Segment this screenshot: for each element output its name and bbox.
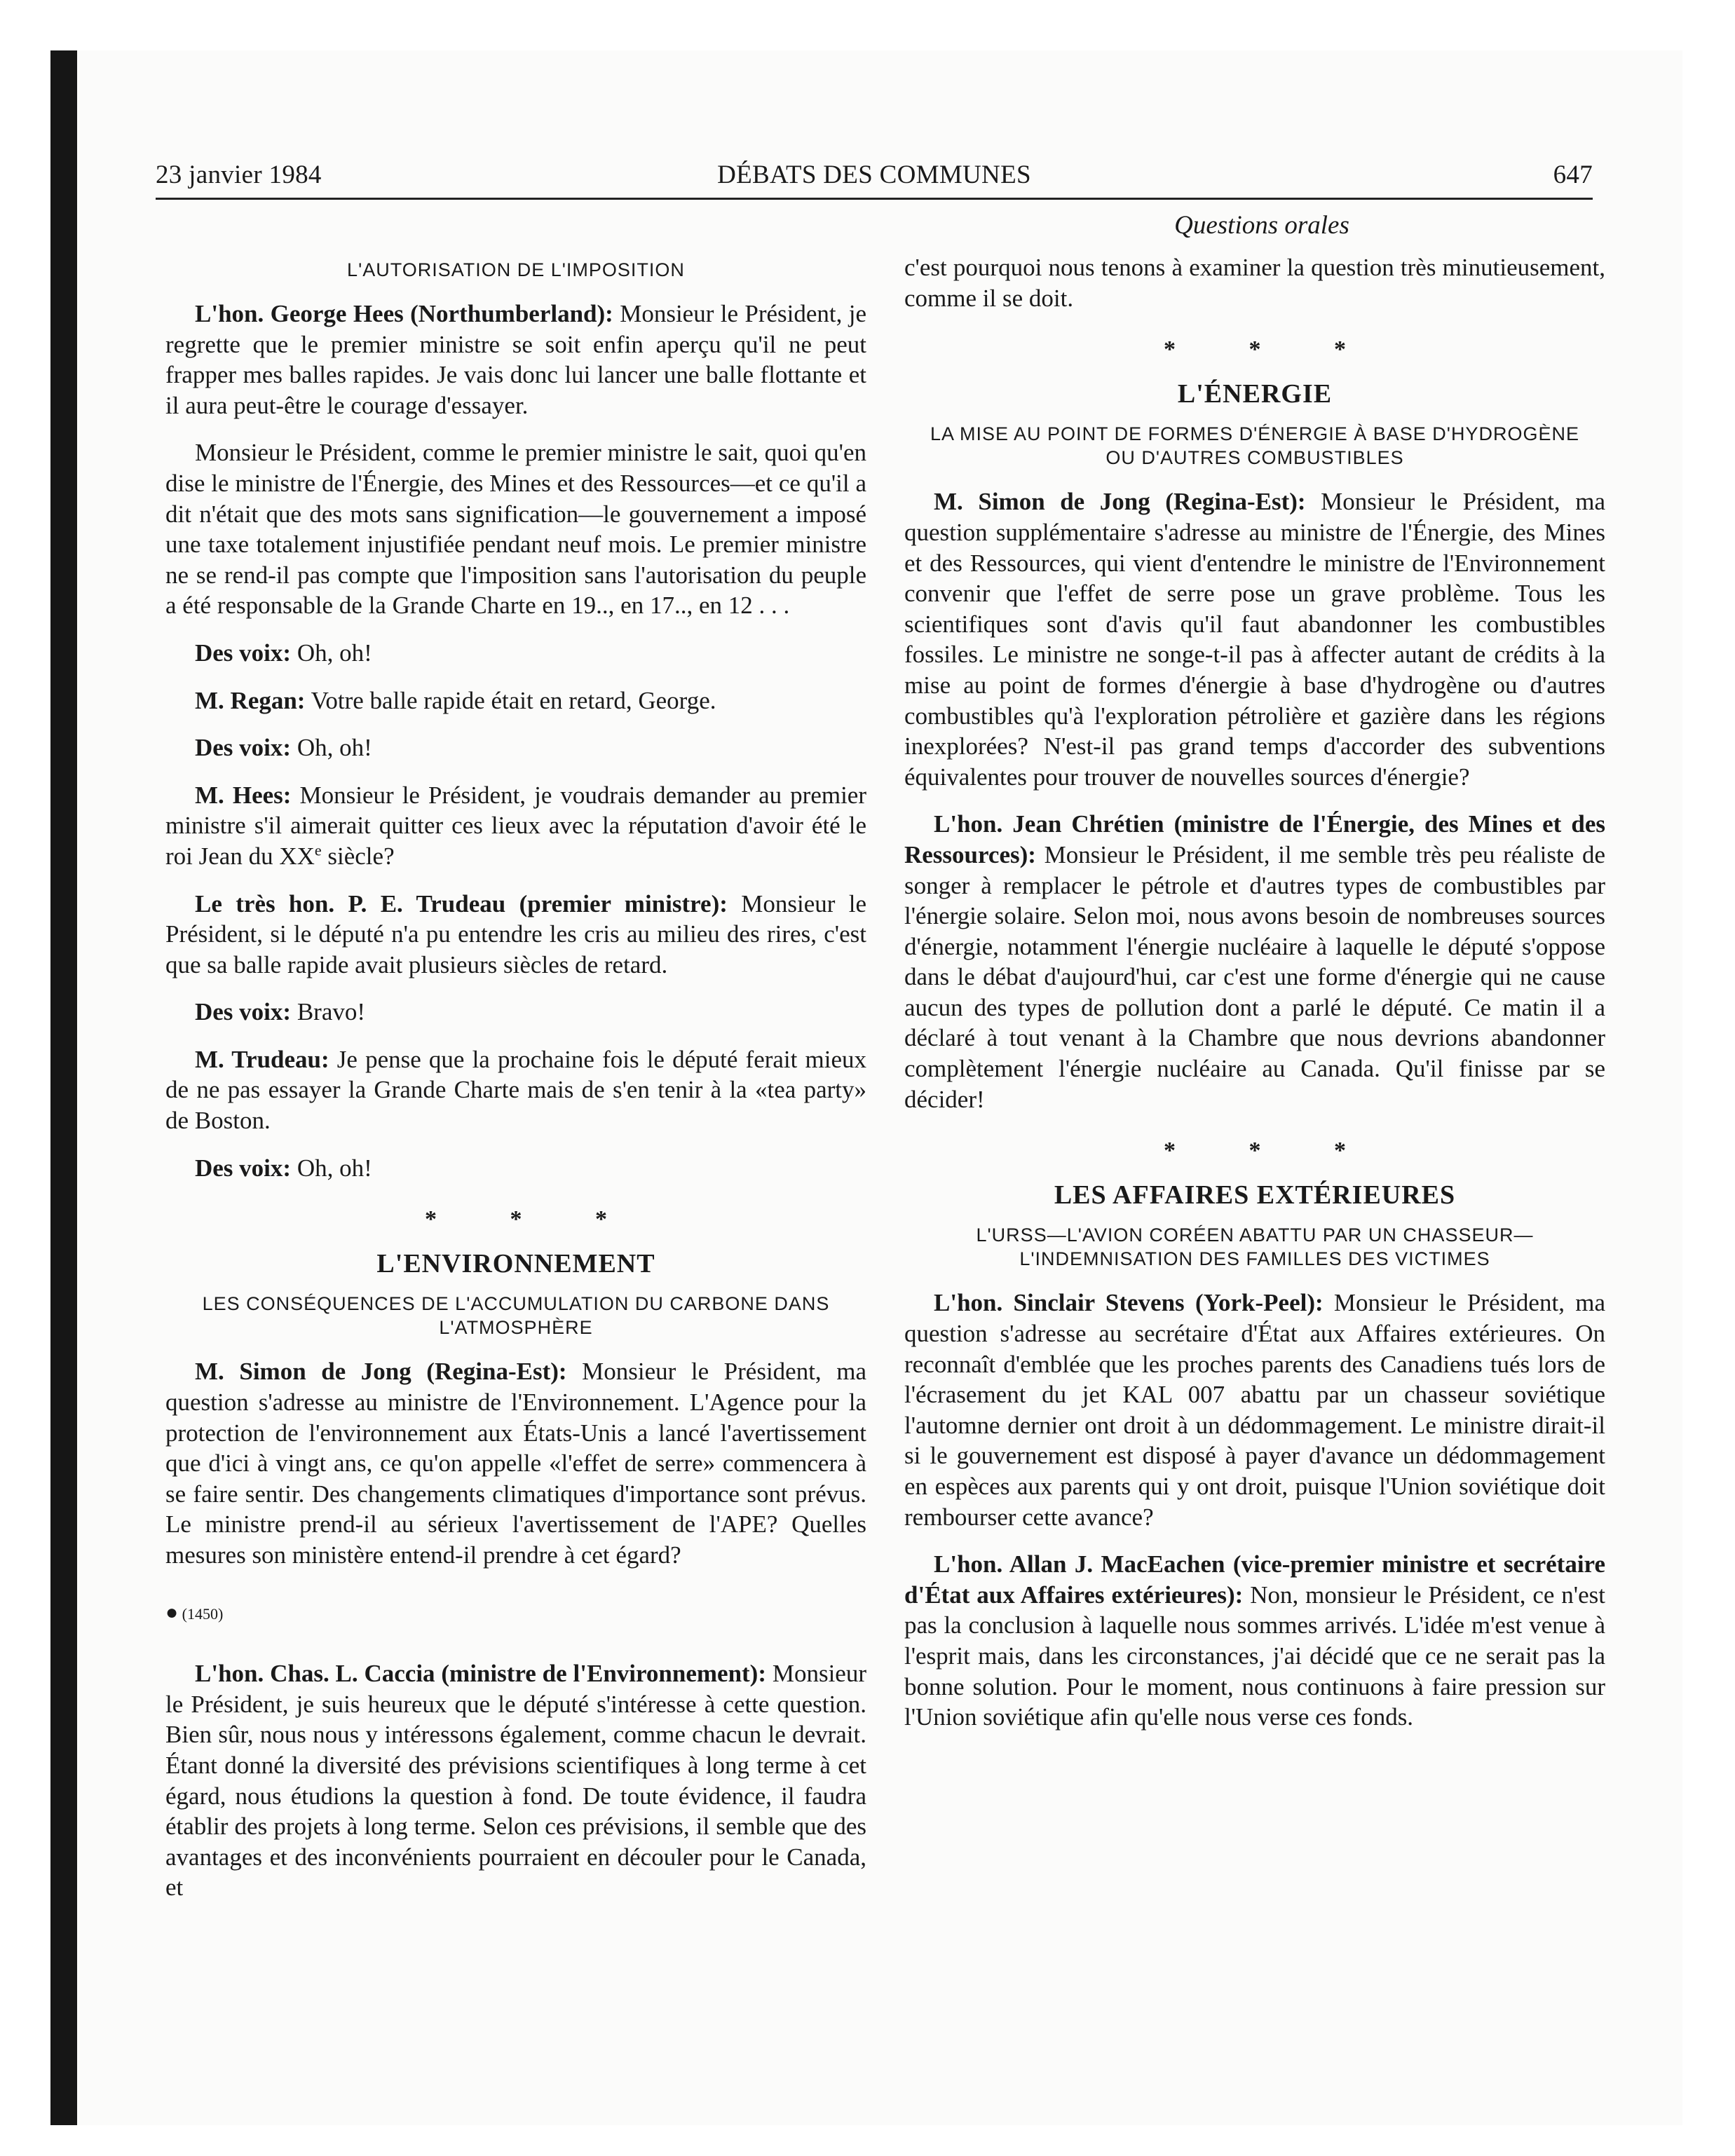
- section-separator: * * *: [1164, 1138, 1380, 1164]
- speaker: M. Regan:: [195, 686, 306, 714]
- paragraph: [165, 780, 866, 872]
- speaker: L'hon. Chas. L. Caccia (ministre de l'Environnement):: [195, 1660, 766, 1688]
- header-date: 23 janvier 1984: [156, 161, 322, 189]
- header-title: DÉBATS DES COMMUNES: [717, 161, 1031, 189]
- speech: Oh, oh!: [291, 734, 372, 762]
- paragraph: [165, 1356, 866, 1570]
- paragraph: [165, 997, 866, 1028]
- paragraph: [165, 889, 866, 981]
- heading-environment: L'ENVIRONNEMENT: [376, 1248, 655, 1278]
- speech: Monsieur le Président, je regrette que le premier ministre se soit enfin aperçu qu'il ne peut frapper mes balles rapides. Je vais donc lui lancer une balle flottante et il aura peut-être le courage d'essayer.: [165, 300, 867, 419]
- speech: Monsieur le Président, ma question s'adresse au secrétaire d'État aux Affaires extérieures. On reconnaît d'emblée que les proches parents des Canadiens tués lors de l'écrasement du jet KAL 007 abattu par un chasseur soviétique l'automne dernier ont droit à un dédommagement. Le ministre dirait-il si le gouvernement est disposé à payer d'avance un dédommagement en espèces aux parents qui y ont droit, puisque l'Union soviétique doit rembourser cette avance?: [904, 1289, 1605, 1531]
- speech: Bravo!: [291, 998, 366, 1026]
- paragraph: [165, 732, 866, 763]
- speech: Monsieur le Président, ma question s'adresse au ministre de l'Environnement. L'Agence pour la protection de l'environnement aux États-Unis a lancé l'avertissement que d'ici à vingt ans, ce qu'on appelle «l'effet de serre» commencera à se faire sentir. Des changements climatiques d'importance sont prévus. Le ministre prend-il au sérieux l'avertissement de l'APE? Quelles mesures son ministère entend-il prendre à cet égard?: [165, 1358, 866, 1569]
- right-column: [904, 252, 1605, 1749]
- subheading-taxation: L'AUTORISATION DE L'IMPOSITION: [347, 259, 685, 280]
- speaker: M. Simon de Jong (Regina-Est):: [195, 1358, 567, 1386]
- speaker: Le très hon. P. E. Trudeau (premier ministre):: [195, 889, 728, 917]
- heading-external-affairs: LES AFFAIRES EXTÉRIEURES: [1054, 1180, 1456, 1210]
- paragraph: c'est pourquoi nous tenons à examiner la question très minutieusement, comme il se doit.: [904, 254, 1605, 312]
- speech: Monsieur le Président, il me semble très peu réaliste de songer à remplacer le pétrole et d'autres types de combustibles par l'énergie solaire. Selon moi, nous avons besoin de nombreuses sources d'énergie, notamment l'énergie nucléaire à laquelle le député s'oppose dans le débat d'aujourd'hui, car c'est une forme d'énergie qui ne cause aucun des types de pollution dont a parlé le député. Ce matin il a déclaré à tout venant à la Chambre que nous devrions abandonner complètement l'énergie nucléaire au Canada. Qu'il finisse par se décider!: [904, 840, 1605, 1113]
- subheading-ussr-airliner: L'URSS—L'AVION CORÉEN ABATTU PAR UN CHASSEUR—L'INDEMNISATION DES FAMILLES DES VICTIMES: [976, 1224, 1534, 1270]
- speaker: Des voix:: [195, 734, 292, 762]
- speaker: L'hon. Sinclair Stevens (York-Peel):: [934, 1289, 1324, 1317]
- speaker: M. Simon de Jong (Regina-Est):: [934, 488, 1306, 516]
- speaker: M. Trudeau:: [195, 1045, 329, 1073]
- subheading-hydrogen: LA MISE AU POINT DE FORMES D'ÉNERGIE À BASE D'HYDROGÈNE OU D'AUTRES COMBUSTIBLES: [930, 423, 1579, 469]
- speech: Non, monsieur le Président, ce n'est pas la conclusion à laquelle nous sommes arrivés. L'idée m'est venue à l'esprit mais, dans les circonstances, j'ai décidé que ce ne serait pas la bonne solution. Pour le moment, nous continuons à faire pression sur l'Union soviétique afin qu'elle nous verse ces fonds.: [904, 1581, 1605, 1731]
- speaker: M. Hees:: [195, 781, 292, 809]
- speaker: Des voix:: [195, 639, 292, 667]
- speaker: L'hon. George Hees (Northumberland):: [195, 300, 613, 327]
- bullet-icon: ●: [165, 1600, 179, 1624]
- paragraph: [904, 1288, 1605, 1532]
- heading-energy: L'ÉNERGIE: [1177, 378, 1333, 409]
- speech: siècle?: [321, 842, 395, 870]
- paragraph: [165, 299, 866, 421]
- speech: Monsieur le Président, je suis heureux que le député s'intéresse à cette question. Bien sûr, nous nous y intéressons également, comme chacun le devrait. Étant donné la diversité des prévisions scientifiques à long terme à cet égard, nous étudions la question à fond. De toute évidence, il faudra établir des projets à long terme. Selon ces prévisions, il semble que des avantages et des inconvénients pourraient en découler pour le Canada, et: [165, 1660, 866, 1902]
- speaker: Des voix:: [195, 998, 292, 1026]
- page-header: [156, 158, 1593, 200]
- paragraph: [165, 685, 866, 716]
- speaker: L'hon. Jean Chrétien (ministre de l'Énergie, des Mines et des Ressources):: [904, 810, 1605, 868]
- section-label: Questions orales: [1174, 211, 1349, 240]
- speech: Je pense que la prochaine fois le député ferait mieux de ne pas essayer la Grande Charte mais de s'en tenir à la «tea party» de Boston.: [165, 1045, 866, 1135]
- section-separator: * * *: [425, 1206, 641, 1233]
- paragraph: [165, 1153, 866, 1184]
- paragraph: [904, 486, 1605, 792]
- speech: Oh, oh!: [291, 1154, 372, 1182]
- speech: Votre balle rapide était en retard, George.: [305, 686, 716, 714]
- speaker: L'hon. Allan J. MacEachen (vice-premier ministre et secrétaire d'État aux Affaires extérieures):: [904, 1550, 1605, 1609]
- paragraph: [904, 1549, 1605, 1733]
- section-separator: * * *: [1164, 336, 1380, 363]
- speech: Oh, oh!: [291, 639, 372, 667]
- paragraph: [165, 1658, 866, 1903]
- speech: Monsieur le Président, ma question supplémentaire s'adresse au ministre de l'Énergie, des Mines et des Ressources, qui vient d'entendre le ministre de l'Environnement convenir que l'effet de serre pose un grave problème. Tous les scientifiques sont d'avis qu'il faut abandonner les combustibles fossiles. Le ministre ne songe-t-il pas à affecter autant de crédits à la mise au point de formes d'énergie à base d'hydrogène ou d'autres combustibles qu'à l'exploration pétrolière et gazière dans les régions inexplorées? N'est-il pas grand temps d'accorder des subventions équivalentes pour trouver de nouvelles sources d'énergie?: [904, 488, 1605, 791]
- superscript: e: [314, 841, 322, 859]
- paragraph: [904, 809, 1605, 1114]
- paragraph: [165, 638, 866, 669]
- paragraph: [165, 1044, 866, 1136]
- speech: Monsieur le Président, si le député n'a pu entendre les cris au milieu des rires, c'est que sa balle rapide avait plusieurs siècles de retard.: [165, 889, 866, 978]
- speech: Monsieur le Président, je voudrais demander au premier ministre s'il aimerait quitter ces lieux avec la réputation d'avoir été le roi Jean du XX: [165, 781, 866, 870]
- speaker: Des voix:: [195, 1154, 292, 1182]
- header-page-number: 647: [1553, 161, 1593, 189]
- left-column: [165, 252, 866, 1920]
- timestamp: (1450): [182, 1604, 224, 1623]
- timestamp-marker: [165, 1597, 866, 1630]
- paragraph: Monsieur le Président, comme le premier ministre le sait, quoi qu'en dise le ministre de l'Énergie, des Mines et des Ressources—et ce qu'il a dit n'était que des mots sans signification—le gouvernement a imposé une taxe totalement injustifiée pendant neuf mois. Le premier ministre ne se rend-il pas compte que l'imposition sans l'autorisation du peuple a été responsable de la Grande Charte en 19.., en 17.., en 12 . . .: [165, 439, 866, 620]
- scan-edge: [50, 50, 77, 2125]
- subheading-carbon: LES CONSÉQUENCES DE L'ACCUMULATION DU CARBONE DANS L'ATMOSPHÈRE: [202, 1293, 830, 1339]
